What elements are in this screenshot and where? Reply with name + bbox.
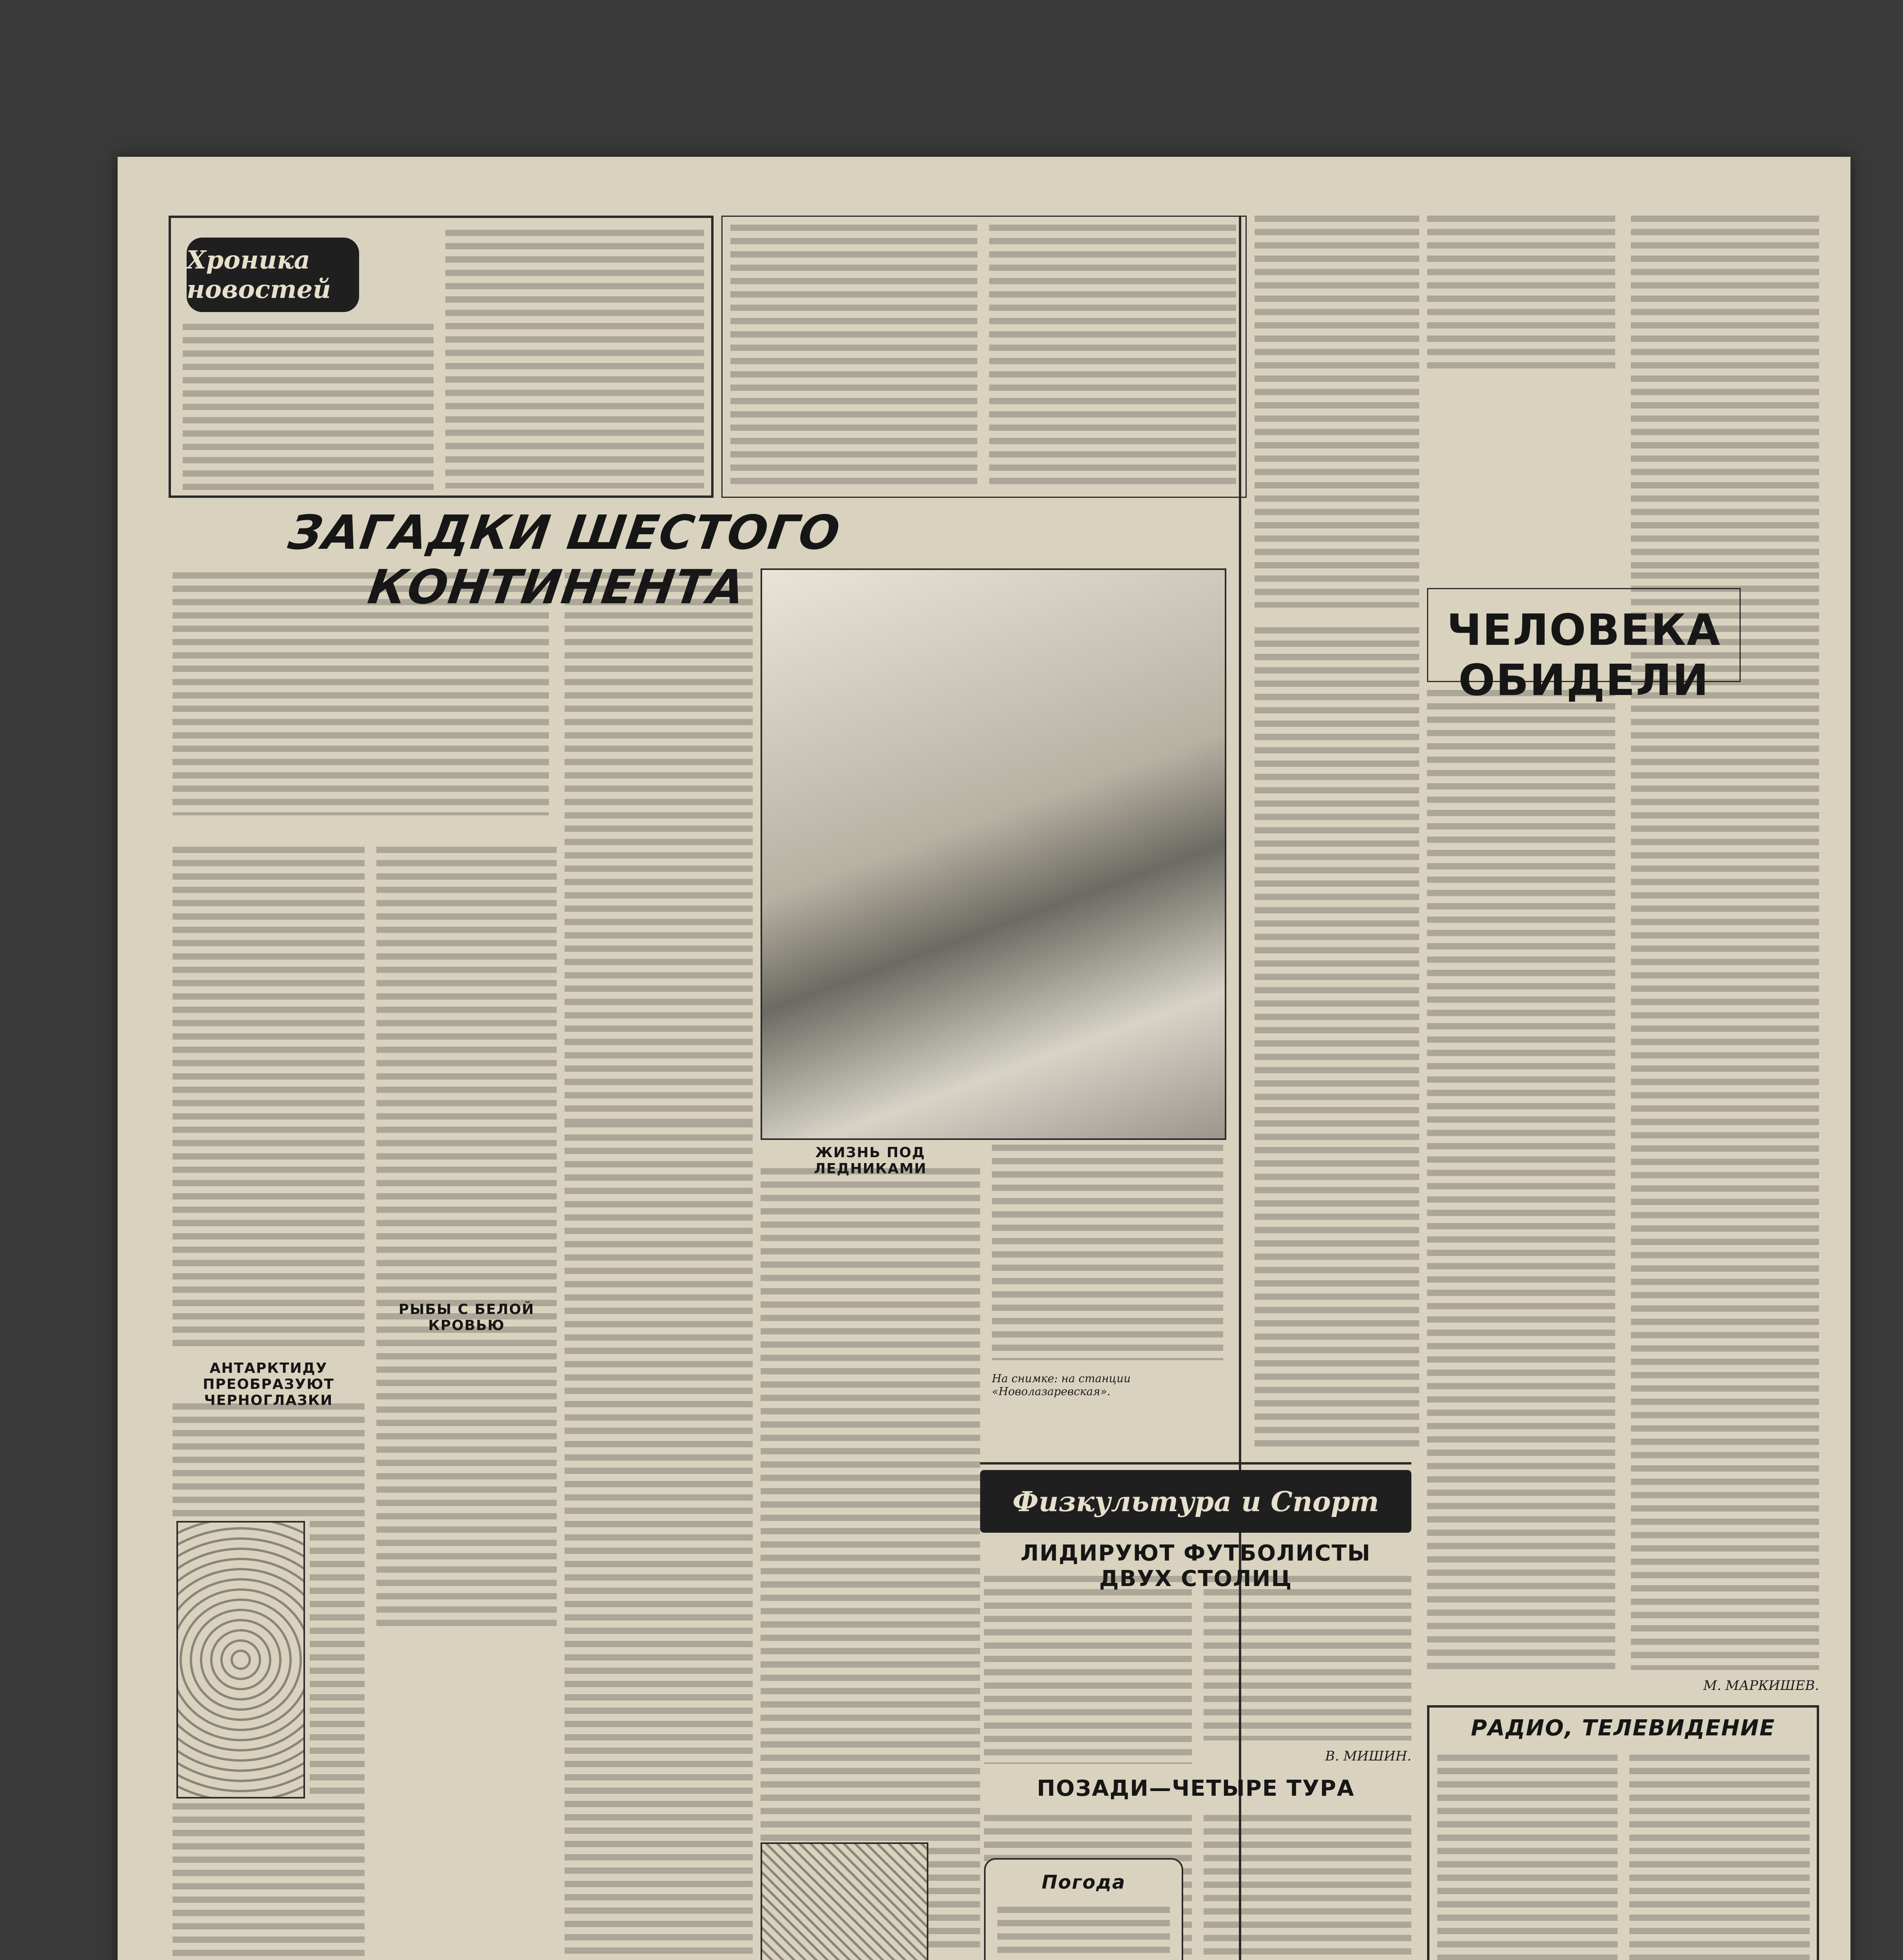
photo-caption: На снимке: на станции «Новолазаревская». [992,1372,1131,1398]
football-signature: В. МИШИН. [1325,1748,1411,1764]
antarctic-sub-2: РЫБЫ С БЕЛОЙ КРОВЬЮ [398,1301,535,1334]
chronicle-block [169,216,714,498]
penguin-drawing [761,1842,928,1960]
chronicle-label: Хроника новостей [187,238,359,312]
main-headline: ЗАГАДКИ ШЕСТОГО КОНТИНЕНТА [285,506,844,615]
antarctic-sub-1: АНТАРКТИДУ ПРЕОБРАЗУЮТ ЧЕРНОГЛАЗКИ [203,1360,334,1408]
offended-signature: М. МАРКИШЕВ. [1703,1678,1819,1693]
sport-banner: Физкультура и Спорт [980,1470,1411,1533]
antarctic-col-1 [173,847,365,1348]
antarctic-sub-3: ЖИЗНЬ ПОД ЛЕДНИКАМИ [813,1145,927,1177]
fish-drawing [176,1521,305,1798]
football-headline: ЛИДИРУЮТ ФУТБОЛИСТЫ ДВУХ СТОЛИЦ [1021,1541,1371,1592]
chronicle-columns [721,216,1247,498]
radio-block: РАДИО, ТЕЛЕВИДЕНИЕ [1427,1705,1819,1960]
tour-headline: ПОЗАДИ—ЧЕТЫРЕ ТУРА [1037,1776,1355,1801]
newspaper-page [118,157,1850,1960]
antarctic-photo [761,568,1226,1140]
weather-box: Погода [984,1858,1183,1960]
offended-headline-box: ЧЕЛОВЕКА ОБИДЕЛИ [1427,588,1741,682]
antarctic-intro [173,572,549,815]
